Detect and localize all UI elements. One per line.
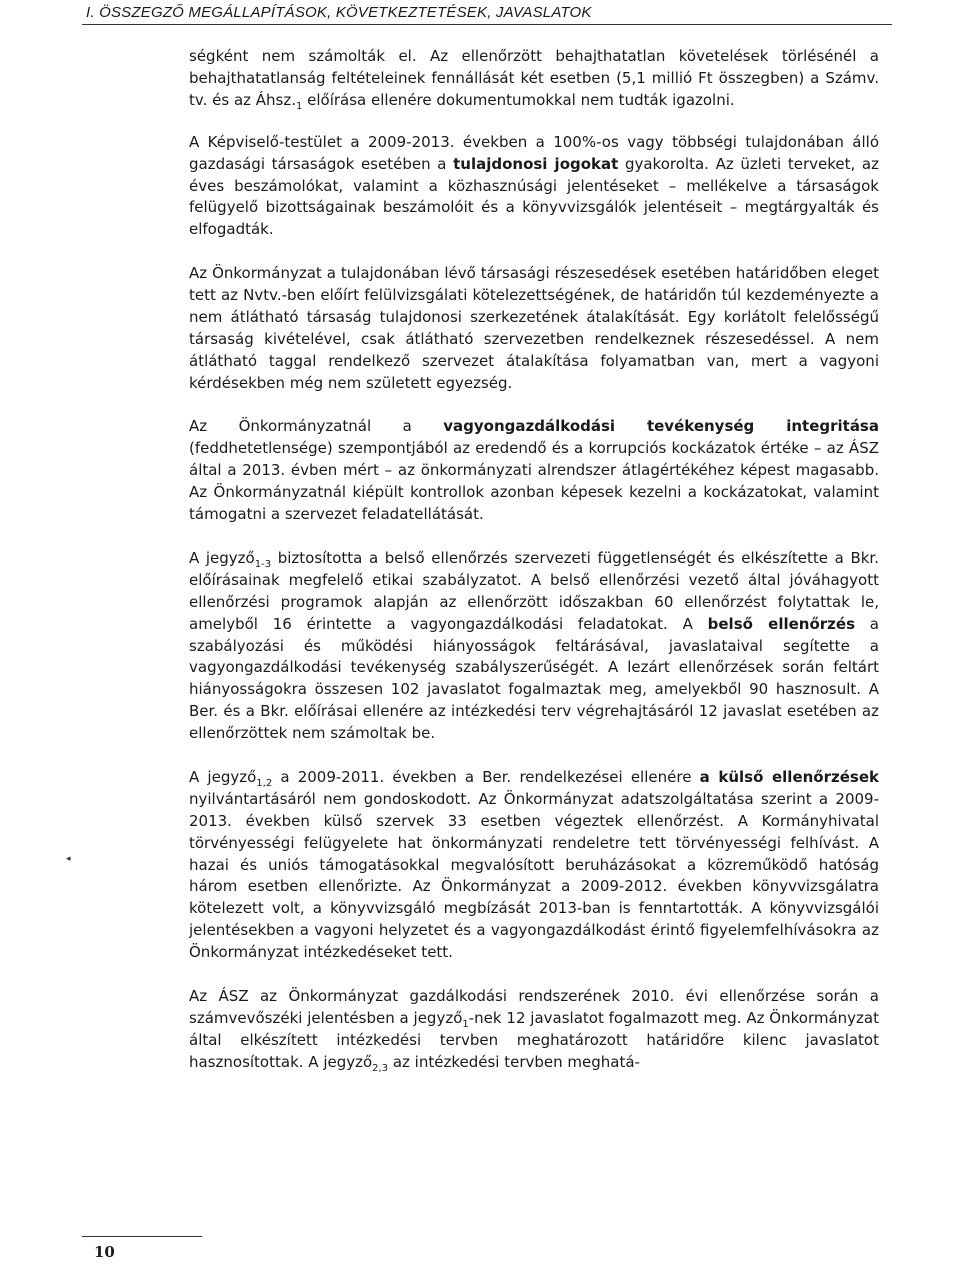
emphasis-internal-audit: belső ellenőrzés: [707, 614, 856, 633]
paragraph-1: ségként nem számolták el. Az ellenőrzött behajthatatlan követelések törlésénél a behajthatatlanság feltételeinek fennállását két esetben (5,1 millió Ft összegben) a Számv. tv. és az $Áhsz._1$ előírása ellenére dokumentumokkal nem tudták igazolni.: [189, 47, 879, 112]
paragraph-4: Az Önkormányzatnál a vagyongazdálkodási tevékenység integritása (feddhetetlensége) szempontjából az eredendő és a korrupciós kockázatok értéke – az ÁSZ által a 2013. évben mért – az önkormányzati alrendszer átlagértékéhez képest magasabb. Az Önkormányzatnál kiépült kontrollok azonban képesek kezelni a kockázatokat, valamint támogatni a szervezet feladatellátását.: [189, 417, 879, 524]
header-rule: [82, 24, 892, 25]
body-text: [189, 46, 879, 1096]
paragraph-6: A jegyző$_{1,2}$ a 2009-2011. években a Ber. rendelkezései ellenére a külső ellenőrzések nyilvántartásáról nem gondoskodott. Az Önkormányzat adatszolgáltatása szerint a 2009-2013. években külső szervek 33 esetben végeztek ellenőrzést. A Kormányhivatal törvényességi felügyelete hat önkormányzati rendeletre tett törvényességi felhívást. A hazai és uniós támogatásokkal megvalósított beruházásokat a közreműködő hatóság három esetben ellenőrizte. Az Önkormányzat a 2009-2012. években könyvvizsgálatra kötelezett volt, a könyvvizsgáló megbízását 2013-ban is fenntartották. A könyvvizsgálói jelentésekben a vagyoni helyzetet és a vagyongazdálkodást érintő figyelemfelhívásokra az Önkormányzat intézkedéseket tett.: [189, 767, 879, 962]
paragraph-7: Az ÁSZ az Önkormányzat gazdálkodási rendszerének 2010. évi ellenőrzése során a számvevőszéki jelentésben a jegyző$_1$-nek 12 javaslatot fogalmazott meg. Az Önkormányzat által elkészített intézkedési tervben meghatározott határidőre kilenc javaslatot hasznosítottak. A jegyző$_{2,3}$ az intézkedési tervben meghatá-: [189, 986, 879, 1074]
paragraph-3: Az Önkormányzat a tulajdonában lévő társasági részesedések esetében határidőben eleget tett az Nvtv.-ben előírt felülvizsgálati kötelezettségének, de határidőn túl kezdeményezte a nem átlátható társaság tulajdonosi szerkezetének átalakítását. Egy korlátolt felelősségű társaság kivételével, csak átlátható szervezetben rendelkeznek részesedéssel. A nem átlátható taggal rendelkező szervezet átalakítása folyamatban van, mert a vagyoni kérdésekben még nem született egyezség.: [189, 264, 879, 392]
emphasis-ownership-rights: tulajdonosi jogokat: [453, 154, 619, 173]
running-header: I. ÖSSZEGZŐ MEGÁLLAPÍTÁSOK, KÖVETKEZTETÉSEK, JAVASLATOK: [86, 4, 592, 21]
emphasis-external-audits: a külső ellenőrzések: [699, 767, 879, 786]
paragraph-5: A jegyző$_{1-3}$ biztosította a belső ellenőrzés szervezeti függetlenségét és elkészítette a Bkr. előírásainak megfelelő etikai szabályzatot. A belső ellenőrzési vezető által jóváhagyott ellenőrzési programok alapján az ellenőrzött időszakban 60 ellenőrzést folytattak le, amelyből 16 érintette a vagyongazdálkodási feladatokat. A belső ellenőrzés a szabályozási és működési hiányosságok feltárásával, javaslataival segítette a vagyongazdálkodási tevékenység szabályszerűségét. A lezárt ellenőrzések során feltárt hiányosságokra összesen 102 javaslatot fogalmaztak meg, amelyekből 90 hasznosult. A Ber. és a Bkr. előírásai ellenére az intézkedési terv végrehajtásáról 12 javaslat esetében az ellenőrzöttek nem számoltak be.: [189, 548, 879, 743]
page-number: 10: [94, 1243, 115, 1261]
footer-rule: [82, 1236, 202, 1237]
emphasis-integrity: vagyongazdálkodási tevékenység integritása: [443, 417, 879, 436]
paragraph-2: A Képviselő-testület a 2009-2013. években a 100%-os vagy többségi tulajdonában álló gazdasági társaságok esetében a tulajdonosi jogokat gyakorolta. Az üzleti terveket, az éves beszámolókat, valamint a közhasznúsági jelentéseket – mellékelve a társaságok felügyelő bizottságainak beszámolóit és a könyvvizsgálók jelentéseit – megtárgyalták és elfogadták.: [189, 132, 879, 239]
margin-mark: ◂: [66, 854, 71, 864]
